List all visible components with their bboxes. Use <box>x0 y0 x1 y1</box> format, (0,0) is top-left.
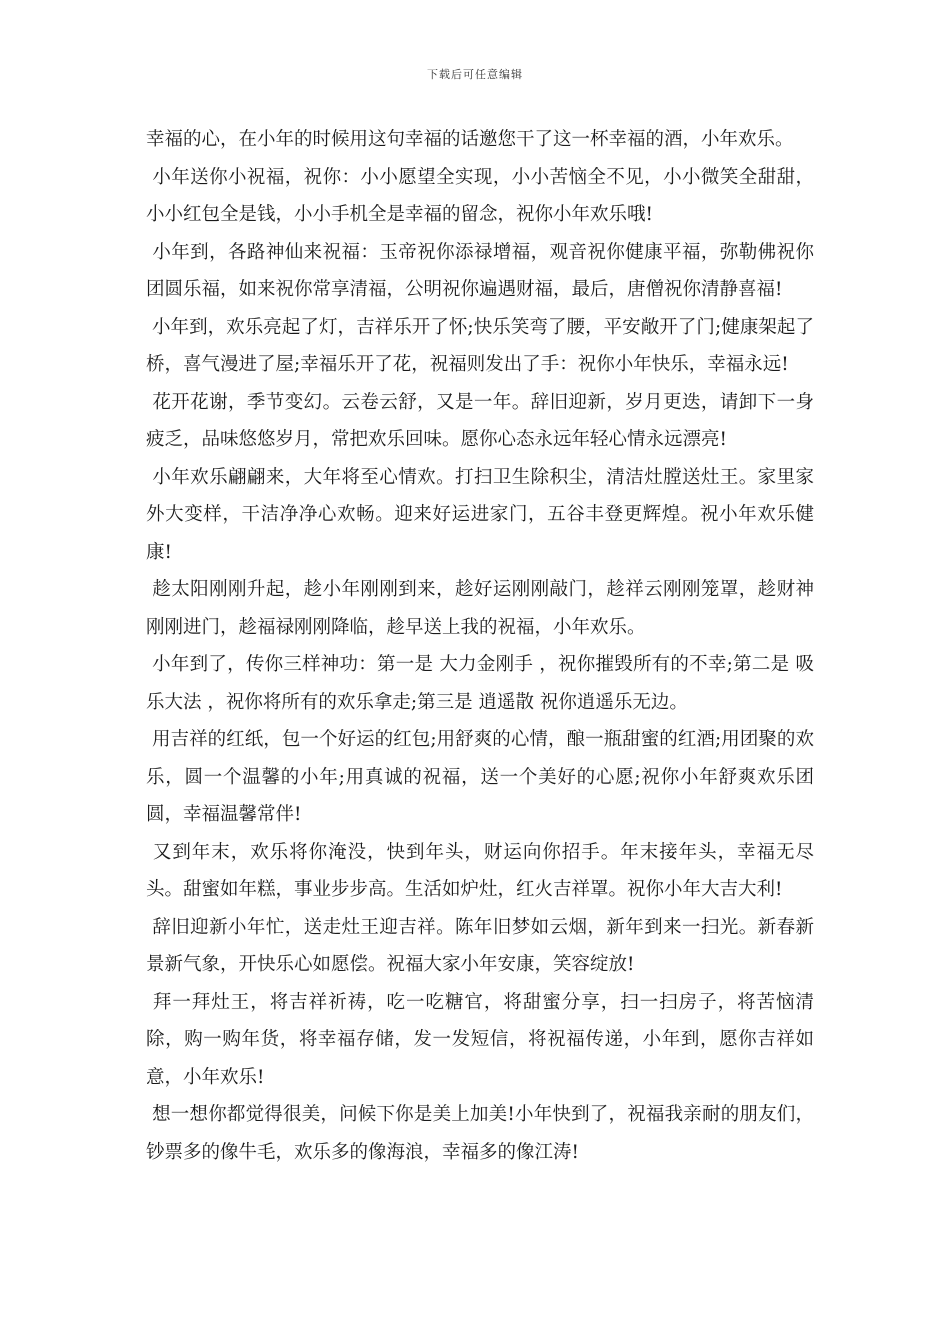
page-header: 下载后可任意编辑 <box>427 68 523 81</box>
paragraph: 又到年末，欢乐将你淹没，快到年头，财运向你招手。年末接年头，幸福无尽头。甜蜜如年糕，事业步步高。生活如炉灶，红火吉祥罩。祝你小年大吉大利! <box>146 841 814 900</box>
paragraph: 小年到，各路神仙来祝福：玉帝祝你添禄增福，观音祝你健康平福，弥勒佛祝你团圆乐福，如来祝你常享清福，公明祝你遍遇财福，最后，唐僧祝你清静喜福! <box>146 241 814 300</box>
document-body <box>146 121 814 1171</box>
paragraph: 小年送你小祝福，祝你：小小愿望全实现，小小苦恼全不见，小小微笑全甜甜，小小红包全是钱，小小手机全是幸福的留念，祝你小年欢乐哦! <box>146 166 814 225</box>
paragraph: 拜一拜灶王，将吉祥祈祷，吃一吃糖官，将甜蜜分享，扫一扫房子，将苦恼清除，购一购年货，将幸福存储，发一发短信，将祝福传递，小年到，愿你吉祥如意，小年欢乐! <box>146 991 814 1088</box>
paragraph: 幸福的心，在小年的时候用这句幸福的话邀您干了这一杯幸福的酒，小年欢乐。 <box>146 129 794 150</box>
paragraph: 用吉祥的红纸，包一个好运的红包;用舒爽的心情，酿一瓶甜蜜的红酒;用团聚的欢乐，圆一个温馨的小年;用真诚的祝福，送一个美好的心愿;祝你小年舒爽欢乐团圆，幸福温馨常伴! <box>146 729 814 825</box>
paragraph: 小年到，欢乐亮起了灯，吉祥乐开了怀;快乐笑弯了腰，平安敞开了门;健康架起了桥，喜气漫进了屋;幸福乐开了花，祝福则发出了手：祝你小年快乐，幸福永远! <box>146 316 814 375</box>
paragraph: 小年欢乐翩翩来，大年将至心情欢。打扫卫生除积尘，清洁灶膛送灶王。家里家外大变样，干洁净净心欢畅。迎来好运进家门，五谷丰登更辉煌。祝小年欢乐健康! <box>146 466 814 563</box>
paragraph: 想一想你都觉得很美，问候下你是美上加美!小年快到了，祝福我亲耐的朋友们，钞票多的像牛毛，欢乐多的像海浪，幸福多的像江涛! <box>146 1104 815 1163</box>
paragraph: 辞旧迎新小年忙，送走灶王迎吉祥。陈年旧梦如云烟，新年到来一扫光。新春新景新气象，开快乐心如愿偿。祝福大家小年安康，笑容绽放! <box>146 916 814 975</box>
paragraph: 小年到了，传你三样神功：第一是 大力金刚手 ，祝你摧毁所有的不幸;第二是 吸乐大法 ，祝你将所有的欢乐拿走;第三是 逍遥散 祝你逍遥乐无边。 <box>146 654 814 713</box>
paragraph: 花开花谢，季节变幻。云卷云舒，又是一年。辞旧迎新，岁月更迭，请卸下一身疲乏，品味悠悠岁月，常把欢乐回味。愿你心态永远年轻心情永远漂亮! <box>146 391 814 450</box>
paragraph: 趁太阳刚刚升起，趁小年刚刚到来，趁好运刚刚敲门，趁祥云刚刚笼罩，趁财神刚刚进门，趁福禄刚刚降临，趁早送上我的祝福，小年欢乐。 <box>146 579 814 638</box>
